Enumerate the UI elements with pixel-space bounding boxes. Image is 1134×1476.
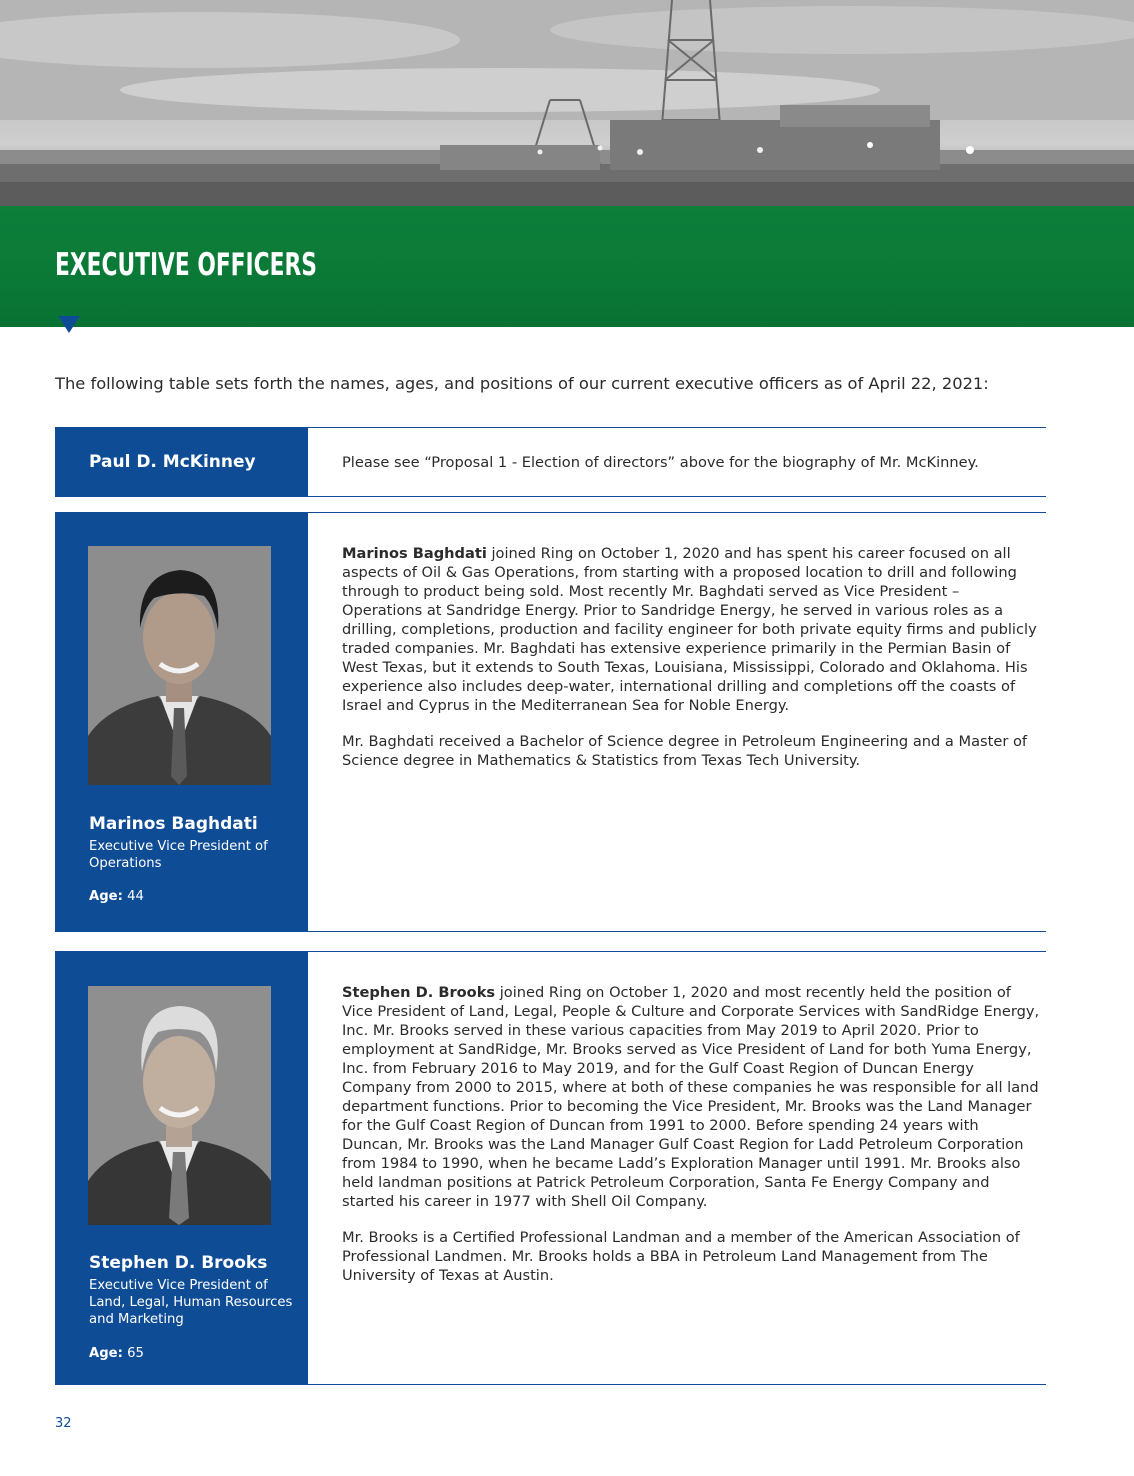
officer-sidebar bbox=[55, 427, 308, 496]
bio-text: joined Ring on October 1, 2020 and has spent his career focused on all aspects of Oil & Gas Operations, from starting with a proposed location to drill and following through to product being sold. Most recently Mr. Baghdati served as Vice President – Operations at Sandridge Energy. Prior to Sandridge Energy, he served in various roles as a drilling, completions, production and facility engineer for both private equity firms and publicly traded companies. Mr. Baghdati has extensive experience primarily in the Permian Basin of West Texas, but it extends to South Texas, Louisiana, Mississippi, Colorado and Oklahoma. His experience also includes deep-water, international drilling and completions off the coasts of Israel and Cyprus in the Mediterranean Sea for Noble Energy. bbox=[342, 545, 1037, 714]
hero-image bbox=[0, 0, 1134, 206]
bio-name: Stephen D. Brooks bbox=[342, 984, 496, 1001]
bio-name: Marinos Baghdati bbox=[342, 545, 487, 562]
officer-bio bbox=[342, 983, 1042, 1302]
age-value: 65 bbox=[127, 1346, 144, 1361]
divider bbox=[55, 496, 1046, 497]
officer-photo bbox=[88, 546, 271, 785]
officer-title: Executive Vice President of Operations bbox=[89, 839, 268, 871]
page-title: EXECUTIVE OFFICERS bbox=[55, 247, 317, 283]
officer-sidebar bbox=[55, 512, 308, 931]
officer-card-mckinney bbox=[55, 427, 1046, 497]
bio-paragraph bbox=[342, 544, 1042, 715]
officer-bio bbox=[342, 544, 1042, 787]
officer-title: Executive Vice President of Land, Legal, Human Resources and Marketing bbox=[89, 1278, 293, 1327]
officer-sidebar bbox=[55, 951, 308, 1384]
officer-age bbox=[89, 889, 144, 904]
officer-age bbox=[89, 1346, 144, 1361]
officer-name: Stephen D. Brooks bbox=[89, 1253, 268, 1273]
oil-rig-photo bbox=[0, 0, 1134, 206]
bio-paragraph: Mr. Baghdati received a Bachelor of Science degree in Petroleum Engineering and a Master of Science degree in Mathematics & Statistics from Texas Tech University. bbox=[342, 733, 1028, 769]
bio-text: joined Ring on October 1, 2020 and most recently held the position of Vice President of Land, Legal, People & Culture and Corporate Services with SandRidge Energy, Inc. Mr. Brooks served in these various capacities from May 2019 to April 2020. Prior to employment at SandRidge, Mr. Brooks served as Vice President of Land for both Yuma Energy, Inc. from February 2016 to May 2019, and for the Gulf Coast Region of Duncan Energy Company from 2000 to 2015, where at both of these companies he was responsible for all land department functions. Prior to becoming the Vice President, Mr. Brooks was the Land Manager for the Gulf Coast Region of Duncan from 1991 to 2000. Before spending 24 years with Duncan, Mr. Brooks was the Land Manager Gulf Coast Region for Ladd Petroleum Corporation from 1984 to 1990, when he became Ladd’s Exploration Manager until 1991. Mr. Brooks also held landman positions at Patrick Petroleum Corporation, Santa Fe Energy Company and started his career in 1977 with Shell Oil Company. bbox=[342, 984, 1040, 1210]
officer-card-brooks bbox=[55, 951, 1046, 1385]
officer-summary: Please see “Proposal 1 - Election of directors” above for the biography of Mr. McKinney. bbox=[342, 454, 979, 471]
officer-name: Marinos Baghdati bbox=[89, 814, 258, 834]
bio-paragraph bbox=[342, 983, 1042, 1211]
intro-text: The following table sets forth the names, ages, and positions of our current executive officers as of April 22, 2021: bbox=[55, 374, 989, 393]
age-value: 44 bbox=[127, 889, 144, 904]
officer-photo bbox=[88, 986, 271, 1225]
page-number: 32 bbox=[55, 1416, 72, 1431]
divider bbox=[55, 1384, 1046, 1385]
bio-paragraph: Mr. Brooks is a Certified Professional Landman and a member of the American Association of Professional Landmen. Mr. Brooks holds a BBA in Petroleum Land Management from The University of Texas at Austin. bbox=[342, 1229, 1020, 1284]
divider bbox=[55, 931, 1046, 932]
age-label: Age: bbox=[89, 1346, 123, 1361]
age-label: Age: bbox=[89, 889, 123, 904]
officer-card-baghdati bbox=[55, 512, 1046, 932]
officer-name: Paul D. McKinney bbox=[89, 452, 256, 472]
banner-arrow-icon bbox=[58, 316, 80, 333]
